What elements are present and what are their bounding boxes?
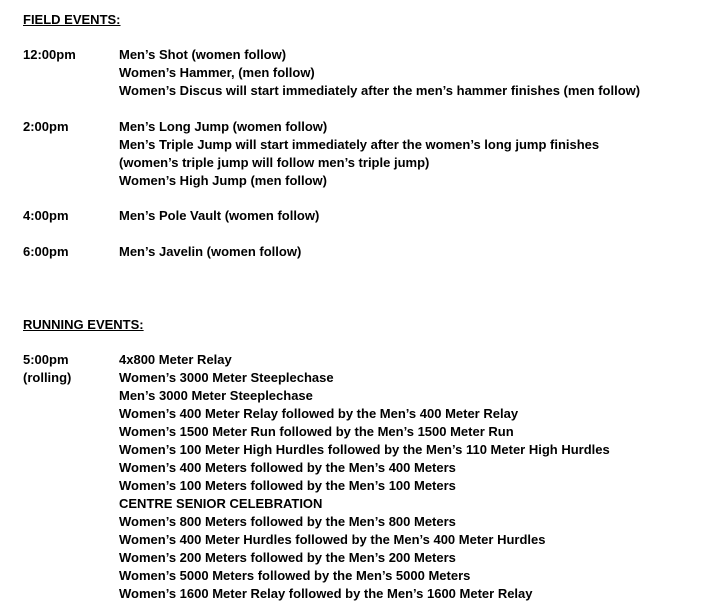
- event-line: 4x800 Meter Relay: [119, 352, 232, 367]
- event-line: Men’s 3000 Meter Steeplechase: [119, 388, 313, 403]
- running-events-heading: RUNNING EVENTS:: [23, 317, 144, 332]
- event-list: [119, 118, 719, 190]
- field-events-heading: FIELD EVENTS:: [23, 12, 121, 27]
- event-line: Women’s 100 Meters followed by the Men’s 100 Meters: [119, 478, 456, 493]
- event-list: [119, 207, 719, 225]
- event-line: Women’s 400 Meter Hurdles followed by the Men’s 400 Meter Hurdles: [119, 532, 546, 547]
- time-label: [23, 207, 69, 225]
- event-line: Women’s 1500 Meter Run followed by the Men’s 1500 Meter Run: [119, 424, 514, 439]
- time-label: [23, 351, 71, 387]
- time-label: [23, 243, 69, 261]
- event-line: Men’s Long Jump (women follow): [119, 119, 328, 134]
- event-line: Women’s 1600 Meter Relay followed by the Men’s 1600 Meter Relay: [119, 586, 533, 601]
- event-line: Women’s 400 Meter Relay followed by the Men’s 400 Meter Relay: [119, 406, 519, 421]
- event-line: Women’s Hammer, (men follow): [119, 65, 315, 80]
- time-label: [23, 46, 76, 64]
- event-list: [119, 351, 719, 603]
- event-line: Men’s Javelin (women follow): [119, 244, 302, 259]
- event-line: CENTRE SENIOR CELEBRATION: [119, 496, 323, 511]
- event-line: Women’s 5000 Meters followed by the Men’s 5000 Meters: [119, 568, 471, 583]
- event-line: Women’s 100 Meter High Hurdles followed by the Men’s 110 Meter High Hurdles: [119, 442, 610, 457]
- time-text: 2:00pm: [23, 119, 69, 134]
- time-label: [23, 118, 69, 136]
- time-text: 4:00pm: [23, 208, 69, 223]
- event-line: Women’s Discus will start immediately after the men’s hammer finishes (men follow): [119, 83, 641, 98]
- event-line: Men’s Triple Jump will start immediately after the women’s long jump finishes: [119, 137, 600, 152]
- event-line: Women’s 800 Meters followed by the Men’s 800 Meters: [119, 514, 456, 529]
- time-text: 5:00pm: [23, 352, 69, 367]
- event-line: Women’s High Jump (men follow): [119, 173, 327, 188]
- time-note: (rolling): [23, 370, 72, 385]
- event-line: (women’s triple jump will follow men’s triple jump): [119, 155, 430, 170]
- time-text: 6:00pm: [23, 244, 69, 259]
- event-line: Women’s 400 Meters followed by the Men’s 400 Meters: [119, 460, 456, 475]
- event-line: Men’s Pole Vault (women follow): [119, 208, 320, 223]
- event-list: [119, 46, 719, 100]
- event-list: [119, 243, 719, 261]
- event-line: Women’s 3000 Meter Steeplechase: [119, 370, 334, 385]
- event-line: Men’s Shot (women follow): [119, 47, 287, 62]
- time-text: 12:00pm: [23, 47, 76, 62]
- event-line: Women’s 200 Meters followed by the Men’s 200 Meters: [119, 550, 456, 565]
